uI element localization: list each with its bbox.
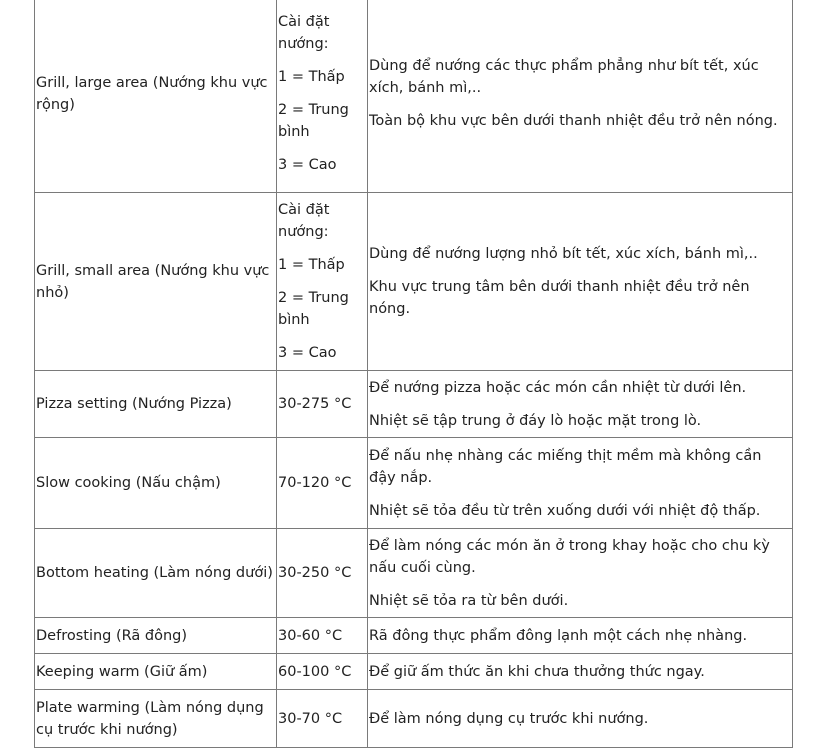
mode-cell [35,529,277,618]
grill-setting-medium: 2 = Trung bình [278,102,349,140]
table-row [35,0,793,193]
description-usage: Để làm nóng các món ăn ở trong khay hoặc cho chu kỳ nấu cuối cùng. [369,537,770,576]
temperature-range: 30-60 °C [278,627,343,644]
description-usage: Để làm nóng dụng cụ trước khi nướng. [369,710,649,727]
grill-setting-heading: Cài đặt nướng: [278,14,330,52]
mode-cell [35,438,277,529]
temperature-cell [277,438,368,529]
description-cell [368,438,793,529]
description-cell [368,618,793,654]
grill-setting-medium: 2 = Trung bình [278,290,349,328]
description-cell [368,371,793,438]
mode-name: Grill, small area (Nướng khu vực nhỏ) [36,262,270,301]
description-usage: Để nướng pizza hoặc các món cần nhiệt từ dưới lên. [369,379,747,396]
mode-cell [35,193,277,371]
description-cell [368,529,793,618]
temperature-cell [277,690,368,748]
temperature-range: 30-70 °C [278,710,343,727]
mode-name: Plate warming (Làm nóng dụng cụ trước khi nướng) [36,699,264,738]
description-cell [368,193,793,371]
description-cell [368,0,793,193]
table-row [35,371,793,438]
description-heat: Toàn bộ khu vực bên dưới thanh nhiệt đều trở nên nóng. [369,113,778,129]
temperature-cell [277,371,368,438]
description-heat: Nhiệt sẽ tỏa ra từ bên dưới. [369,592,569,609]
table-row [35,654,793,690]
description-usage: Để nấu nhẹ nhàng các miếng thịt mềm mà không cần đậy nắp. [369,447,762,486]
description-heat: Nhiệt sẽ tỏa đều từ trên xuống dưới với nhiệt độ thấp. [369,502,761,519]
temperature-range: 30-275 °C [278,396,352,412]
description-heat: Nhiệt sẽ tập trung ở đáy lò hoặc mặt trong lò. [369,412,702,429]
mode-name: Bottom heating (Làm nóng dưới) [36,565,273,581]
mode-name: Slow cooking (Nấu chậm) [36,475,221,491]
temperature-range: 30-250 °C [278,565,352,581]
temperature-cell [277,193,368,371]
mode-name: Keeping warm (Giữ ấm) [36,663,208,680]
mode-cell [35,371,277,438]
description-usage: Rã đông thực phẩm đông lạnh một cách nhẹ nhàng. [369,627,748,644]
mode-cell [35,654,277,690]
table-row [35,690,793,748]
description-usage: Dùng để nướng lượng nhỏ bít tết, xúc xích, bánh mì,.. [369,246,758,262]
temperature-cell [277,654,368,690]
mode-cell [35,0,277,193]
mode-name: Defrosting (Rã đông) [36,627,188,644]
grill-setting-high: 3 = Cao [278,345,337,361]
mode-cell [35,690,277,748]
mode-cell [35,618,277,654]
grill-setting-heading: Cài đặt nướng: [278,202,330,240]
table-row [35,438,793,529]
oven-modes-table [34,0,793,748]
description-usage: Dùng để nướng các thực phẩm phẳng như bít tết, xúc xích, bánh mì,.. [369,58,759,96]
description-cell [368,690,793,748]
mode-name: Pizza setting (Nướng Pizza) [36,396,232,412]
description-heat: Khu vực trung tâm bên dưới thanh nhiệt đều trở nên nóng. [369,279,750,317]
temperature-cell [277,0,368,193]
grill-setting-low: 1 = Thấp [278,69,345,85]
table-row [35,193,793,371]
temperature-range: 60-100 °C [278,663,352,680]
temperature-cell [277,618,368,654]
grill-setting-low: 1 = Thấp [278,257,345,273]
temperature-range: 70-120 °C [278,475,352,491]
description-usage: Để giữ ấm thức ăn khi chưa thưởng thức ngay. [369,663,705,680]
grill-setting-high: 3 = Cao [278,157,337,173]
mode-name: Grill, large area (Nướng khu vực rộng) [36,74,268,113]
temperature-cell [277,529,368,618]
table-row [35,529,793,618]
description-cell [368,654,793,690]
table-row [35,618,793,654]
